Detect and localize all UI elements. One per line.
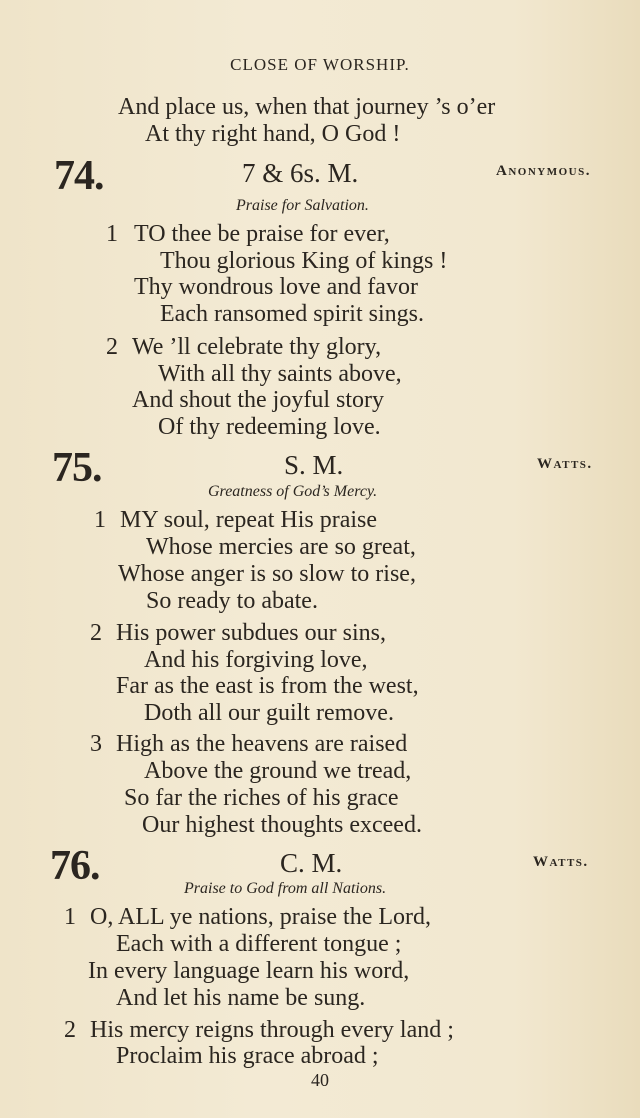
carryover-line: At thy right hand, O God !	[145, 121, 401, 147]
verse-line: Whose anger is so slow to rise,	[118, 561, 416, 587]
verse-line: And his forgiving love,	[144, 647, 368, 673]
stanza-number: 3	[90, 731, 102, 757]
hymn-meter: C. M.	[280, 848, 343, 878]
hymn-subtitle: Praise to God from all Nations.	[184, 880, 387, 897]
hymn-number: 75.	[52, 445, 102, 491]
stanza-number: 1	[64, 904, 76, 930]
page-number: 40	[311, 1070, 329, 1090]
stanza-number: 2	[106, 334, 118, 360]
verse-line: His power subdues our sins,	[116, 620, 386, 646]
verse-line: Thy wondrous love and favor	[134, 274, 418, 300]
stanza-number: 1	[94, 507, 106, 533]
running-header: CLOSE OF WORSHIP.	[230, 55, 410, 74]
verse-line: Proclaim his grace abroad ;	[116, 1043, 379, 1069]
verse-line: Far as the east is from the west,	[116, 673, 419, 699]
verse-line: And shout the joyful story	[132, 387, 384, 413]
hymn-subtitle: Greatness of God’s Mercy.	[208, 483, 378, 500]
verse-line: His mercy reigns through every land ;	[90, 1017, 454, 1043]
verse-line: Above the ground we tread,	[144, 758, 412, 784]
hymn-meter: S. M.	[284, 450, 344, 480]
hymn-author: Watts.	[537, 456, 593, 472]
verse-line: O, ALL ye nations, praise the Lord,	[90, 904, 432, 930]
hymn-number: 76.	[50, 843, 100, 889]
stanza-number: 1	[106, 221, 118, 247]
hymn-meter: 7 & 6s. M.	[242, 158, 359, 188]
hymn-subtitle: Praise for Salvation.	[236, 197, 369, 214]
verse-line: So ready to abate.	[146, 588, 318, 614]
verse-line: And let his name be sung.	[116, 985, 366, 1011]
verse-line: We ’ll celebrate thy glory,	[132, 334, 382, 360]
stanza-number: 2	[64, 1017, 76, 1043]
verse-line: TO thee be praise for ever,	[134, 221, 390, 247]
verse-line: In every language learn his word,	[88, 958, 410, 984]
verse-line: Whose mercies are so great,	[146, 534, 416, 560]
hymn-author: Watts.	[533, 854, 589, 870]
verse-line: Each with a different tongue ;	[116, 931, 402, 957]
verse-line: High as the heavens are raised	[116, 731, 408, 757]
hymn-author: Anonymous.	[496, 163, 591, 179]
verse-line: So far the riches of his grace	[124, 785, 399, 811]
verse-line: Our highest thoughts exceed.	[142, 812, 422, 838]
carryover-line: And place us, when that journey ’s o’er	[118, 94, 496, 120]
verse-line: Thou glorious King of kings !	[160, 248, 448, 274]
verse-line: With all thy saints above,	[158, 361, 402, 387]
hymn-number: 74.	[54, 153, 104, 199]
stanza-number: 2	[90, 620, 102, 646]
verse-line: Doth all our guilt remove.	[144, 700, 394, 726]
verse-line: Each ransomed spirit sings.	[160, 301, 424, 327]
verse-line: Of thy redeeming love.	[158, 414, 381, 440]
verse-line: MY soul, repeat His praise	[120, 507, 378, 533]
